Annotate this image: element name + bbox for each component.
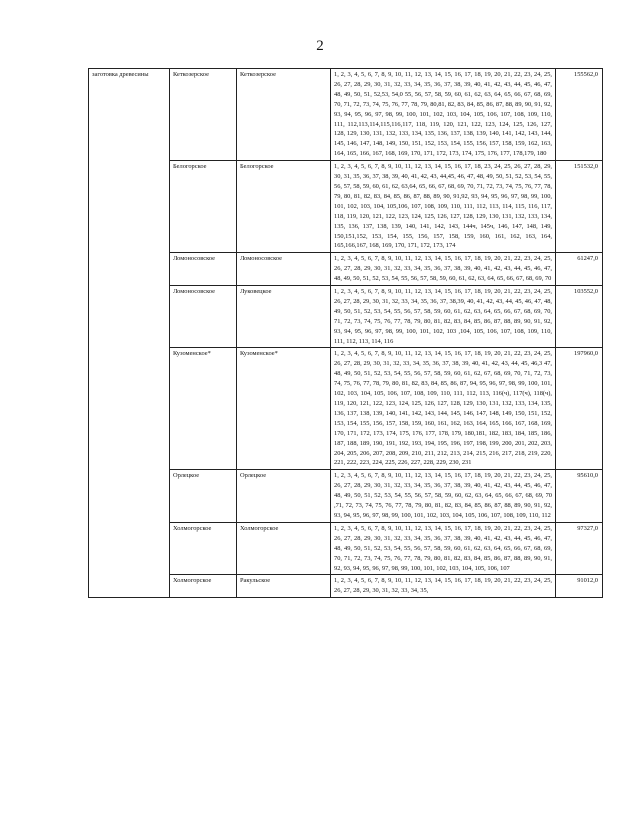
quarters-cell: 1, 2, 3, 4, 5, 6, 7, 8, 9, 10, 11, 12, 13, 14, 15, 16, 17, 18, 19, 20, 21, 22, 23, 24, 25, 26, 27, 28, 29, 30, 31, 32, 33, 34, 35, 36, 37, 38,39, 40, 41, 42, 43, 44, 45, 46, 47, 48, 49, 50, 51, 52, 53, 54, 55, 56, 57, 58, 59, 60, 61, 62, 63, 64, 65, 66, 67, 68, 69, 70, 71, 72, 73, 74, 75, 76, 77, 78, 79, 80, 81, 82, 83, 84, 85, 86, 87, 88, 89, 90, 91, 92, 93, 94, 95, 96, 97, 98, 99, 100, 101, 102, 103 ,104, 105, 106, 107, 108, 109, 110, 111, 112, 113, 114, 116 — [331, 286, 556, 348]
area-cell — [556, 69, 603, 161]
district-cell: Кузоменское* — [237, 348, 331, 470]
forestry-cell: Ломоносовское — [170, 253, 237, 286]
purpose-cell: заготовка древесины — [89, 69, 170, 598]
area-value: 155562,0 — [574, 71, 598, 78]
forestry-cell: Кузоменское* — [170, 348, 237, 470]
area-cell — [556, 348, 603, 470]
quarters-cell: 1, 2, 3, 4, 5, 6, 7, 8, 9, 10, 11, 12, 13, 14, 15, 16, 17, 18, 19, 20, 21, 22, 23, 24, 25, 26, 27, 28, 29, 30, 31, 32, 33, 34, 35, 36, 37, 38, 39, 40, 41, 42, 43, 44, 45, 46,3 47, 48, 49, 50, 51, 52, 53, 54, 55, 56, 57, 58, 59, 60, 61, 62, 67, 68, 69, 70, 71, 72, 73, 74, 75, 76, 77, 78, 79, 80, 81, 82, 83, 84, 85, 86, 87, 94, 95, 96, 97, 98, 99, 100, 101, 102, 103, 104, 105, 106, 107, 108, 109, 110, 111, 112, 113, 116(ч), 117(ч), 118(ч), 119, 120, 121, 122, 123, 124, 125, 126, 127, 128, 129, 130, 131, 132, 133, 134, 135, 136, 137, 138, 139, 140, 141, 142, 143, 144, 145, 146, 147, 148, 149, 150, 151, 152, 153, 154, 155, 156, 157, 158, 159, 160, 161, 162, 163, 164, 165, 166, 167, 168, 169, 170, 171, 172, 173, 174, 175, 176, 177, 178, 179, 180,181, 182, 183, 184, 185, 186, 187, 188, 189, 190, 191, 192, 193, 194, 195, 196, 197, 198, 199, 200, 201, 202, 203, 204, 205, 206, 207, 208, 209, 210, 211, 212, 213, 214, 215, 216, 217, 218, 219, 220, 221, 222, 223, 224, 225, 226, 227, 228, 229, 230, 231 — [331, 348, 556, 470]
area-value: 97327,0 — [577, 524, 598, 532]
district-cell: Луковецкое — [237, 286, 331, 348]
quarters-cell: 1, 2, 3, 4, 5, 6, 7, 8, 9, 10, 11, 12, 13, 14, 15, 16, 17, 18, 19, 20, 21, 22, 23, 24, 25, 26, 27, 28, 29, 30, 31, 32, 33, 34, 35, 36, 37, 38, 39, 40, 41, 42, 43, 44, 45, 46, 47, 48, 49, 50, 51, 52,53, 54,0 55, 56, 57, 58, 59, 60, 61, 62, 63, 64, 65, 66, 67, 68, 69, 70, 71, 72, 73, 74, 75, 76, 77, 78, 79, 80,81, 82, 83, 84, 85, 86, 87, 88, 89, 90, 91, 92, 93, 94, 95, 96, 97, 98, 99, 100, 101, 102, 103, 104, 105, 106, 107, 108, 109, 110, 111, 112,113,114,115,116,117, 118, 119, 120, 121, 122, 123, 124, 125, 126, 127, 128, 129, 130, 131, 132, 133, 134, 135, 136, 137, 138, 139, 140, 141, 142, 143, 144, 145, 146, 147, 148, 149, 150, 151, 152, 153, 154, 155, 156, 157, 158, 159, 162, 163, 164, 165, 166, 167, 168, 169, 170, 171, 172, 173, 174, 175, 176, 177, 178,179, 180 — [331, 69, 556, 161]
area-cell — [556, 286, 603, 348]
district-cell: Ломоносовское — [237, 253, 331, 286]
district-cell: Орлецкое — [237, 470, 331, 523]
forest-quarters-table — [88, 68, 603, 598]
quarters-cell: 1, 2, 3, 4, 5, 6, 7, 8, 9, 10, 11, 12, 13, 14, 15, 16, 17, 18, 19, 20, 21, 22, 23, 24, 25, 26, 27, 28, 29, 30, 31, 32, 33, 34, 35, — [331, 575, 556, 598]
forestry-cell: Холмогорское — [170, 522, 237, 575]
district-cell: Кеткозерское — [237, 69, 331, 161]
quarters-cell: 1, 2, 3, 4, 5, 6, 7, 8, 9, 10, 11, 12, 13, 14, 15, 16, 17, 18, 19, 20, 21, 22, 23, 24, 25, 26, 27, 28, 29, 30, 31, 32, 33, 34, 35, 36, 37, 38, 39, 40, 41, 42, 43, 44, 45, 46, 47, 48, 49, 50, 51, 52, 53, 54, 55, 56, 57, 58, 59, 60, 61, 62, 63, 64, 65, 66, 67, 68, 69, 70 — [331, 253, 556, 286]
quarters-cell: 1, 2, 3, 4, 5, 6, 7, 8, 9, 10, 11, 12, 13, 14, 15, 16, 17, 18, 19, 20, 21, 22, 23, 24, 25, 26, 27, 28, 29, 30, 31, 32, 33, 34, 35, 36, 37, 38, 39, 40, 41, 42, 43, 44, 45, 46, 47, 48, 49, 50, 51, 52, 53, 54, 55, 56, 57, 58, 59, 60, 61, 62, 63, 64, 65, 66, 67, 68, 69, 70, 71, 72, 73, 74, 75, 76, 77, 78, 79, 80, 81, 82, 83, 84, 85, 86, 87, 88, 89, 90, 91, 92, 93, 94, 95, 96, 97, 98, 99, 100, 101, 102, 103, 104, 105, 106, 107 — [331, 522, 556, 575]
area-value: 91012,0 — [577, 577, 598, 585]
area-cell — [556, 522, 603, 575]
area-value: 197960,0 — [574, 350, 598, 358]
forestry-cell: Ломоносовское — [170, 286, 237, 348]
area-cell — [556, 253, 603, 286]
area-cell — [556, 470, 603, 523]
area-value: 103552,0 — [574, 288, 598, 296]
table-row — [89, 69, 603, 161]
quarters-cell: 1, 2, 3, 4, 5, 6, 7, 8, 9, 10, 11, 12, 13, 14, 15, 16, 17, 18, 23, 24, 25, 26, 27, 28, 29, 30, 31, 35, 36, 37, 38, 39, 40, 41, 42, 43, 44,45, 46, 47, 48, 49, 50, 51, 52, 53, 54, 55, 56, 57, 58, 59, 60, 61, 62, 63,64, 65, 66, 67, 68, 69, 70, 71, 72, 73, 74, 75, 76, 77, 78, 79, 80, 81, 82, 83, 84, 85, 86, 87, 88, 89, 90, 91,92, 93, 94, 95, 96, 97, 98, 99, 100, 101, 102, 103, 104, 105,106, 107, 108, 109, 110, 111, 112, 113, 114, 115, 116, 117, 118, 119, 120, 121, 122, 123, 124, 125, 126, 127, 128, 129, 130, 131, 132, 133, 134, 135, 136, 137, 138, 139, 140, 141, 142, 143, 144ч, 145ч, 146, 147, 148, 149, 150,151,152, 153, 154, 155, 156, 157, 158, 159, 160, 161, 162, 163, 164, 165,166,167, 168, 169, 170, 171, 172, 173, 174 — [331, 161, 556, 253]
forestry-cell: Белогорское — [170, 161, 237, 253]
district-cell: Белогорское — [237, 161, 331, 253]
forestry-cell: Кеткозерское — [170, 69, 237, 161]
district-cell: Холмогорское — [237, 522, 331, 575]
forestry-cell: Холмогорское — [170, 575, 237, 598]
page-number: 2 — [316, 38, 324, 54]
forestry-cell: Орлецкое — [170, 470, 237, 523]
area-value: 95610,0 — [577, 472, 598, 480]
area-cell — [556, 575, 603, 598]
area-cell — [556, 161, 603, 253]
area-value: 61247,0 — [577, 255, 598, 263]
quarters-cell: 1, 2, 3, 4, 5, 6, 7, 8, 9, 10, 11, 12, 13, 14, 15, 16, 17, 18, 19, 20, 21, 22, 23, 24, 25, 26, 27, 28, 29, 30, 31, 32, 33, 34, 35, 36, 37, 38, 39, 40, 41, 42, 43, 44, 45, 46, 47, 48, 49, 50, 51, 52, 53, 54, 55, 56, 57, 58, 59, 60, 62, 63, 64, 65, 66, 67, 68, 69, 70 ,71, 72, 73, 74, 75, 76, 77, 78, 79, 80, 81, 82, 83, 84, 85, 86, 87, 88, 89, 90, 91, 92, 93, 94, 95, 96, 97, 98, 99, 100, 101, 102, 103, 104, 105, 106, 107, 108, 109, 110, 112 — [331, 470, 556, 523]
district-cell: Ракульское — [237, 575, 331, 598]
area-value: 151532,0 — [574, 163, 598, 171]
